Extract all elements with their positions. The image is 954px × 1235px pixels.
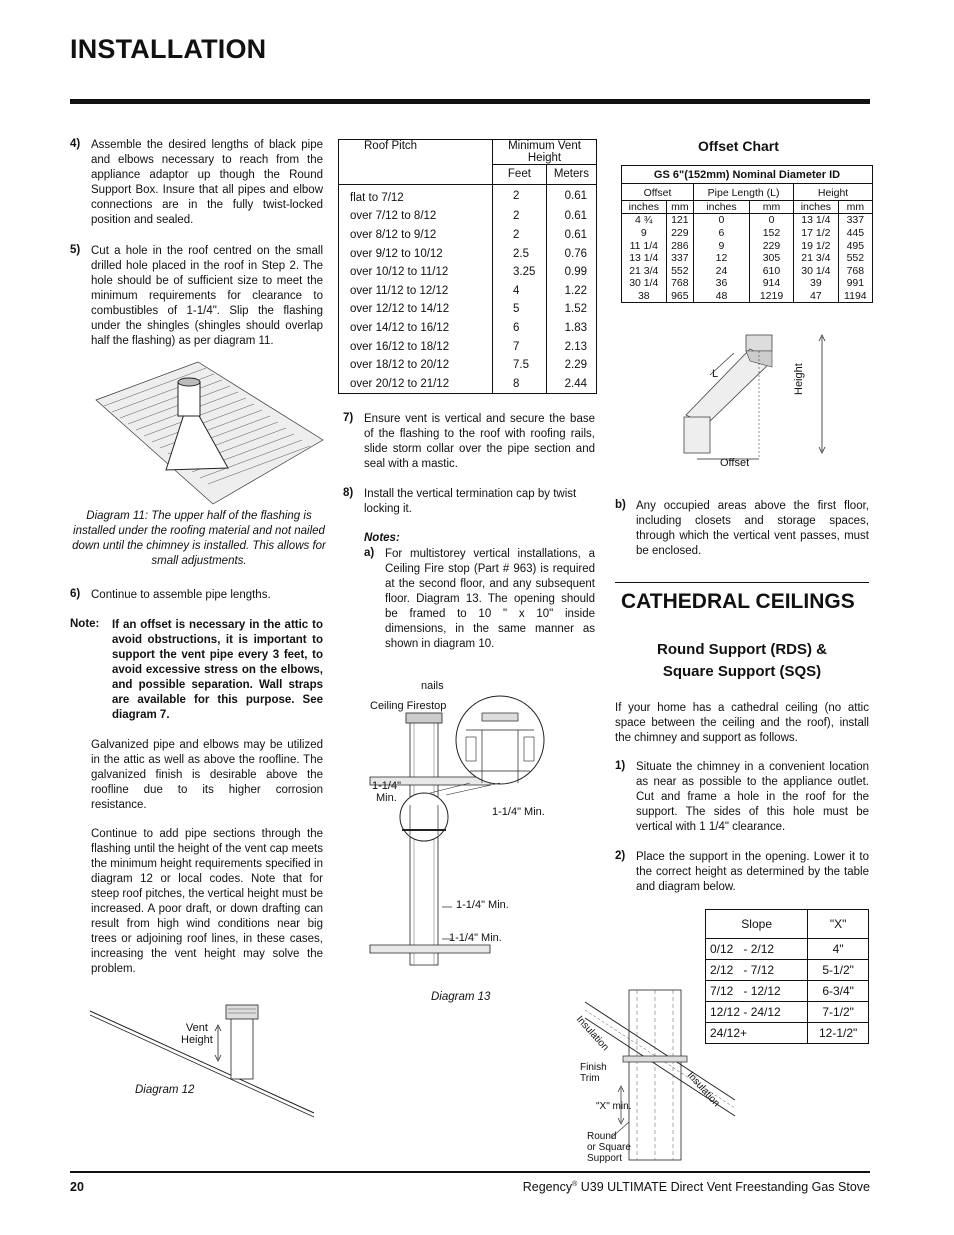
cell-roof-pitch: over 20/12 to 21/12 [350, 377, 450, 390]
cell-x: 6-3/4" [808, 981, 869, 1002]
header-rule [70, 99, 870, 104]
offset-cell: 17 1/2 [794, 227, 839, 240]
offset-cell: 152 [749, 227, 793, 240]
cell-feet: 5 [493, 300, 547, 319]
step-4 [70, 138, 323, 228]
offset-cell: 552 [838, 252, 872, 265]
offset-row [622, 265, 873, 278]
roof-table-row [339, 244, 597, 263]
group-pipe-length: Pipe Length (L) [694, 184, 794, 201]
cell-x: 7-1/2" [808, 1002, 869, 1023]
cell-meters: 1.22 [546, 282, 596, 301]
roof-pitch-table [338, 139, 597, 394]
cell-meters: 1.83 [546, 319, 596, 338]
label-l: L [712, 368, 719, 380]
group-offset: Offset [643, 187, 672, 200]
label-ceiling-firestop: Ceiling Firestop [370, 700, 447, 712]
header-slope: Slope [706, 910, 808, 939]
step-text: Continue to assemble pipe lengths. [91, 589, 271, 601]
label-vent: Vent [185, 1022, 208, 1034]
offset-cell: 337 [838, 214, 872, 227]
cell-x: 4" [808, 939, 869, 960]
cell-meters: 0.61 [546, 184, 596, 207]
label-support: Support [587, 1153, 623, 1164]
cell-feet: 2 [493, 226, 547, 245]
step-7 [343, 412, 595, 472]
step-number: 4) [70, 138, 81, 150]
offset-cell: 48 [694, 290, 750, 303]
label-round: Round [587, 1131, 617, 1142]
footer-brand: Regency [522, 1180, 573, 1194]
header-min-vent-height: Minimum Vent Height [493, 140, 597, 165]
offset-cell: 965 [666, 290, 693, 303]
unit-cell: mm [749, 200, 793, 214]
offset-cell: 0 [694, 214, 750, 227]
label-min-word: Min. [376, 792, 397, 804]
cathedral-step-2 [615, 850, 869, 895]
offset-row [622, 277, 873, 290]
note-text: Any occupied areas above the first floor, including closets and storage spaces, through which the vertical vent passes, must be enclosed. [636, 500, 869, 557]
cell-meters: 2.29 [546, 356, 596, 375]
subtitle-line-1: Round Support (RDS) & [657, 641, 827, 658]
label-height: Height [181, 1034, 213, 1046]
offset-cell: 39 [794, 277, 839, 290]
note-text: If an offset is necessary in the attic to avoid obstructions, it is important to support the vent pipe every 3 feet, to avoid excessive stress on the elbows, and possible separation. Wall straps are available for this purpose. See diagram 7. [112, 619, 323, 721]
cell-roof-pitch: over 11/12 to 12/12 [350, 284, 449, 297]
group-height: Height [794, 184, 873, 201]
step-text: Situate the chimney in a convenient location as near as possible to the appliance outlet. Cut and frame a hole in the roof for the support. The sides of this hole must be vertical with 1 1/4" clearance. [636, 761, 869, 833]
offset-cell: 13 1/4 [629, 252, 659, 265]
step-8 [343, 487, 595, 517]
cell-feet: 4 [493, 282, 547, 301]
cell-meters: 2.44 [546, 375, 596, 394]
offset-cell: 337 [666, 252, 693, 265]
offset-diagram [680, 325, 830, 475]
step-text: Ensure vent is vertical and secure the base of the flashing to the roof with roofing rails, slide storm collar over the pipe section and seal with a mastic. [364, 413, 595, 470]
cell-roof-pitch: over 16/12 to 18/12 [350, 340, 450, 353]
offset-cell: 1219 [749, 290, 793, 303]
offset-row [622, 290, 873, 303]
step-5 [70, 244, 323, 349]
cell-meters: 1.52 [546, 300, 596, 319]
diagram-12-label [181, 1022, 213, 1046]
offset-units-row [622, 200, 873, 214]
step-number: 7) [343, 412, 354, 424]
header-x: "X" [808, 910, 869, 939]
label-nails: nails [421, 680, 444, 692]
section-rule [615, 582, 869, 583]
cell-meters: 2.13 [546, 337, 596, 356]
note-label: Note: [70, 618, 100, 630]
note-letter: a) [364, 547, 375, 559]
label-height: Height [793, 363, 805, 395]
offset-row [622, 239, 873, 252]
label-x-min: "X" min. [596, 1101, 632, 1112]
label-insulation-left: Insulation [573, 1014, 611, 1054]
offset-cell: 991 [838, 277, 872, 290]
label-finish: Finish [580, 1062, 607, 1073]
offset-chart-title: Offset Chart [698, 138, 779, 154]
offset-cell: 610 [749, 265, 793, 278]
cell-roof-pitch: over 8/12 to 9/12 [350, 229, 437, 242]
offset-cell: 768 [838, 265, 872, 278]
cell-roof-pitch: over 12/12 to 14/12 [350, 303, 450, 316]
step-6 [70, 588, 323, 603]
roof-table-row [339, 319, 597, 338]
section-title: CATHEDRAL CEILINGS [621, 590, 855, 613]
offset-cell: 30 1/4 [794, 265, 839, 278]
offset-cell: 0 [749, 214, 793, 227]
unit-cell: inches [622, 200, 667, 214]
label-offset: Offset [720, 457, 750, 469]
cell-x: 12-1/2" [808, 1023, 869, 1044]
unit-cell: inches [694, 200, 750, 214]
section-subtitle [615, 639, 869, 683]
label-finish-trim [580, 1062, 607, 1084]
offset-cell: 9 [694, 239, 750, 252]
header-feet: Feet [493, 165, 547, 185]
offset-cell: 21 3/4 [629, 264, 659, 277]
cell-feet: 2 [493, 184, 547, 207]
offset-cell: 229 [666, 227, 693, 240]
offset-row [622, 214, 873, 227]
cell-meters: 0.61 [546, 207, 596, 226]
cell-feet: 6 [493, 319, 547, 338]
cell-roof-pitch: flat to 7/12 [350, 191, 404, 204]
diagram-12-caption: Diagram 12 [135, 1084, 195, 1096]
cell-slope: 24/12+ [706, 1023, 808, 1044]
cell-slope: 2/12 - 7/12 [706, 960, 808, 981]
offset-cell: 4 ¾ [635, 214, 653, 227]
cell-meters: 0.61 [546, 226, 596, 245]
offset-row [622, 252, 873, 265]
cathedral-intro: If your home has a cathedral ceiling (no attic space between the ceiling and the roof), install the chimney and support as follows. [615, 702, 869, 744]
unit-cell: mm [666, 200, 693, 214]
roof-table-row [339, 226, 597, 245]
offset-cell: 229 [749, 239, 793, 252]
offset-row [622, 227, 873, 240]
label-round-support [587, 1131, 631, 1164]
offset-chart-header: GS 6"(152mm) Nominal Diameter ID [622, 166, 873, 184]
label-min-pipe-2: 1-1/4" Min. [449, 932, 502, 944]
cell-meters: 0.99 [546, 263, 596, 282]
note-letter: b) [615, 499, 626, 511]
label-min-value: 1-1/4" [372, 780, 401, 792]
slope-row [706, 960, 869, 981]
cell-feet: 2 [493, 207, 547, 226]
cell-slope: 0/12 - 2/12 [706, 939, 808, 960]
offset-cell: 21 3/4 [794, 252, 839, 265]
cell-meters: 0.76 [546, 244, 596, 263]
cell-roof-pitch: over 9/12 to 10/12 [350, 247, 443, 260]
cell-feet: 8 [493, 375, 547, 394]
note-b [615, 499, 869, 559]
label-min-left [372, 780, 401, 804]
page-number: 20 [70, 1180, 84, 1194]
offset-cell: 121 [666, 214, 693, 227]
diagram-11-caption: Diagram 11: The upper half of the flashing is installed under the roofing material and not nailed down until the chimney is installed. This allows for small adjustments. [72, 510, 326, 567]
cell-roof-pitch: over 14/12 to 16/12 [350, 322, 450, 335]
offset-chart-table [621, 165, 873, 303]
header-roof-pitch: Roof Pitch [339, 140, 493, 185]
cell-x: 5-1/2" [808, 960, 869, 981]
unit-cell: inches [794, 200, 839, 214]
roof-table-row [339, 263, 597, 282]
offset-cell: 914 [749, 277, 793, 290]
step-number: 2) [615, 850, 626, 862]
registered-mark: ® [572, 1180, 578, 1188]
offset-cell: 47 [794, 290, 839, 303]
cell-roof-pitch: over 7/12 to 8/12 [350, 210, 437, 223]
slope-row [706, 939, 869, 960]
step-text: Assemble the desired lengths of black pipe and elbows necessary to reach from the appliance adaptor up though the Round Support Box. Insure that all pipes and elbow connections are in the fully twist-locked position and sealed. [91, 139, 323, 226]
offset-cell: 12 [694, 252, 750, 265]
diagram-12-vent-height [88, 995, 320, 1125]
label-trim: Trim [580, 1073, 600, 1084]
galvanized-paragraph: Galvanized pipe and elbows may be utilized in the attic as well as above the roofline. The galvanized finish is desirable above the roofline due to its higher corrosion resistance. [91, 739, 323, 811]
step-number: 8) [343, 487, 354, 499]
note-offset [70, 618, 323, 723]
offset-cell: 30 1/4 [629, 277, 659, 290]
cell-roof-pitch: over 10/12 to 11/12 [350, 266, 449, 279]
cathedral-step-1 [615, 760, 869, 835]
step-number: 5) [70, 244, 81, 256]
roof-table-row [339, 337, 597, 356]
offset-cell: 38 [637, 290, 650, 303]
header-meters: Meters [546, 165, 596, 185]
offset-cell: 286 [666, 239, 693, 252]
diagram-11-roof-flashing [88, 362, 328, 504]
roof-table-row [339, 184, 597, 207]
offset-cell: 6 [694, 227, 750, 240]
label-or-square: or Square [587, 1142, 631, 1153]
roof-table-row [339, 375, 597, 394]
offset-cell: 305 [749, 252, 793, 265]
footer-product: U39 ULTIMATE Direct Vent Freestanding Gas Stove [580, 1180, 870, 1194]
offset-cell: 36 [694, 277, 750, 290]
footer-text [523, 1180, 870, 1194]
label-insulation-right: Insulation [684, 1070, 722, 1110]
note-a [364, 547, 595, 652]
offset-cell: 552 [666, 265, 693, 278]
offset-cell: 9 [640, 227, 647, 240]
offset-cell: 445 [838, 227, 872, 240]
offset-cell: 495 [838, 239, 872, 252]
label-min-right: 1-1/4" Min. [492, 806, 545, 818]
cell-slope: 12/12 - 24/12 [706, 1002, 808, 1023]
notes-label: Notes: [364, 532, 400, 544]
step-text: Place the support in the opening. Lower it to the correct height as determined by the table and diagram below. [636, 851, 869, 893]
cell-roof-pitch: over 18/12 to 20/12 [350, 359, 450, 372]
step-text: Install the vertical termination cap by twist locking it. [364, 488, 577, 515]
offset-cell: 1194 [838, 290, 872, 303]
cell-slope: 7/12 - 12/12 [706, 981, 808, 1002]
note-text: For multistorey vertical installations, a Ceiling Fire stop (Part # 963) is required at the second floor, and any subsequent floor. Diagram 13. The opening should be framed to 10 " x 10" inside dimensions, in the same manner as shown in diagram 10. [385, 548, 595, 650]
roof-table-row [339, 207, 597, 226]
cell-feet: 2.5 [493, 244, 547, 263]
offset-cell: 11 1/4 [629, 239, 659, 252]
step-number: 6) [70, 588, 81, 600]
footer-rule [70, 1171, 870, 1173]
offset-cell: 768 [666, 277, 693, 290]
cell-feet: 7 [493, 337, 547, 356]
subtitle-line-2: Square Support (SQS) [662, 663, 822, 680]
step-number: 1) [615, 760, 626, 772]
diagram-13-caption: Diagram 13 [431, 991, 491, 1003]
continue-paragraph: Continue to add pipe sections through the flashing until the height of the vent cap meets the minimum height requirements specified in diagram 12 or local codes. Note that for steep roof pitches, the vertical height must be increased. A poor draft, or down drafting can result from high wind conditions near big trees or adjoining roof lines, in these cases, increasing the vent height may solve the problem. [91, 828, 323, 975]
unit-cell: mm [838, 200, 872, 214]
offset-cell: 19 1/2 [794, 239, 839, 252]
label-min-pipe-1: 1-1/4" Min. [456, 899, 509, 911]
roof-table-row [339, 282, 597, 301]
offset-cell: 24 [694, 265, 750, 278]
offset-cell: 13 1/4 [794, 214, 839, 227]
step-text: Cut a hole in the roof centred on the small drilled hole placed in the roof in Step 2. The hole should be of sufficient size to meet the minimum requirements for clearance to combustibles of 1-1/4". Slip the flashing under the shingles (shingles should overlap half the flashing) as per diagram 11. [91, 245, 323, 347]
page-title: INSTALLATION [70, 34, 267, 64]
roof-table-row [339, 300, 597, 319]
cell-feet: 3.25 [493, 263, 547, 282]
roof-table-row [339, 356, 597, 375]
cell-feet: 7.5 [493, 356, 547, 375]
